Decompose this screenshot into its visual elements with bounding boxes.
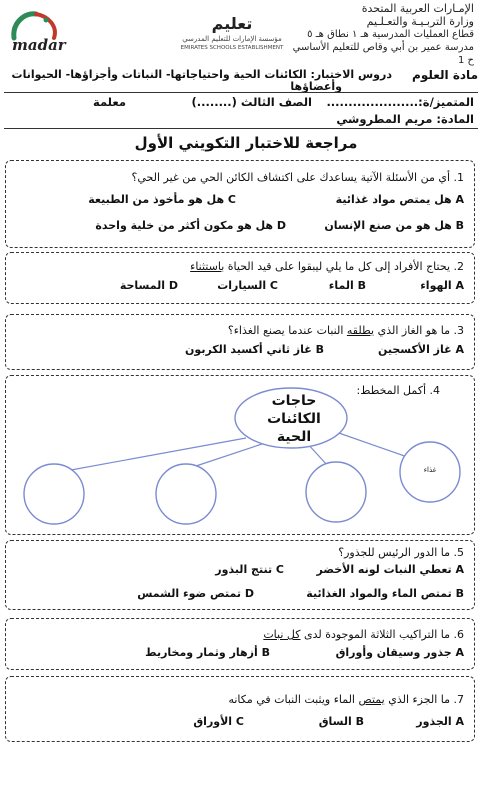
q5-option-c[interactable]: C تنتج البذور (215, 563, 284, 576)
q5-option-b[interactable]: B تمتص الماء والمواد الغذائية (306, 587, 464, 600)
lessons-continued: وأعضاؤها (290, 80, 342, 93)
question-2-keyword: باستثناء (190, 260, 225, 273)
question-6-text-main: 6. ما التراكيب الثلاثة الموجودة لدى (303, 628, 464, 641)
connector-line (60, 438, 246, 472)
needs-diagram (6, 376, 472, 532)
question-6-box (5, 618, 475, 670)
establishment-caption-en: EMIRATES SCHOOLS ESTABLISHMENT (180, 45, 284, 51)
establishment-logo-mark: تعليم (211, 14, 253, 33)
q1-option-d[interactable]: D هل هو مكون أكثر من خلية واحدة (95, 219, 286, 232)
page-title: مراجعة للاختبار التكويني الأول (134, 134, 358, 152)
question-6-text (263, 628, 464, 641)
question-3-text (228, 324, 464, 337)
q5-option-a[interactable]: A تعطي النبات لونه الأخضر (316, 563, 464, 576)
q2-option-a[interactable]: A الهواء (420, 279, 464, 292)
info-bottom-line (4, 128, 478, 129)
q5-option-d[interactable]: D تمتص ضوء الشمس (137, 587, 254, 600)
header-line-sector: قطاع العمليات المدرسية هـ ١ نطاق هـ ٥ (307, 29, 474, 40)
q1-option-a[interactable]: A هل يمتص مواد غذائية (335, 193, 464, 206)
lessons-label: دروس الاختبار: الكائنات الحية واحتياجاتها- النباتات وأجزاؤها- الحيوانات (11, 68, 392, 81)
question-1-box (5, 160, 475, 248)
question-7-text (228, 693, 464, 706)
question-7-text-start: 7. ما الجزء الذي (388, 693, 464, 706)
question-3-text-end: النبات عندما يصنع الغذاء؟ (227, 324, 344, 337)
question-5-text: 5. ما الدور الرئيس للجذور؟ (338, 546, 464, 559)
q2-option-d[interactable]: D المساحة (119, 279, 178, 292)
diagram-food-label: غذاء (423, 466, 437, 474)
question-5-box (5, 540, 475, 610)
question-4-text: 4. أكمل المخطط: (356, 384, 440, 397)
header-line-ministry: وزارة التربـيـة والتعـلـيم (366, 15, 474, 28)
answer-circle-3[interactable] (306, 462, 366, 522)
answer-circle-2[interactable] (156, 464, 216, 524)
question-3-box (5, 314, 475, 370)
subject-label: مادة العلوم (412, 68, 478, 82)
establishment-caption-ar: مؤسسة الإمارات للتعليم المدرسي (182, 35, 282, 43)
student-name-field: المتميز/ة:..................... (326, 95, 474, 109)
header-line-country: الإمـارات العربية المتحدة (361, 2, 474, 15)
question-7-box (5, 676, 475, 742)
question-7-keyword: يمتص (358, 693, 385, 706)
question-2-text-main: 2. يحتاج الأفراد إلى كل ما يلي ليبقوا على قيد الحياة (227, 260, 464, 273)
q6-option-a[interactable]: A جذور وسيقان وأوراق (335, 646, 464, 659)
q7-option-a[interactable]: A الجذور (416, 715, 464, 728)
q3-option-a[interactable]: A غاز الأكسجين (377, 343, 464, 356)
q3-option-b[interactable]: B غاز ثاني أكسيد الكربون (185, 343, 324, 356)
teacher-name: المادة: مريم المطروشي (336, 112, 474, 126)
madar-logo (6, 8, 64, 56)
question-1-text: 1. أي من الأسئلة الآتية يساعدك على اكتشاف الكائن الحي من غير الحي؟ (131, 171, 464, 184)
grade-field: الصف الثالث (........) (191, 95, 312, 109)
question-6-keyword: كل نبات (263, 628, 301, 641)
header-line-cycle: ح 1 (457, 55, 474, 66)
header-line-school: مدرسة عمير بن أبي وقاص للتعليم الأساسي (292, 42, 474, 53)
q2-option-b[interactable]: B الماء (328, 279, 366, 292)
q2-option-c[interactable]: C السيارات (217, 279, 278, 292)
madar-logo-text: madar (12, 36, 66, 54)
q1-option-b[interactable]: B هل هو من صنع الإنسان (324, 219, 464, 232)
question-2-text (190, 260, 464, 273)
question-3-text-start: 3. ما هو الغاز الذي (377, 324, 464, 337)
question-4-box (5, 375, 475, 535)
q1-option-c[interactable]: C هل هو مأخوذ من الطبيعة (88, 193, 236, 206)
establishment-logo (176, 8, 288, 60)
question-7-text-end: الماء ويثبت النبات في مكانه (228, 693, 355, 706)
answer-circle-1[interactable] (24, 464, 84, 524)
teacher-label: معلمة (93, 95, 126, 109)
question-2-box (5, 252, 475, 304)
diagram-center-label: حاجات الكائنات الحية (267, 393, 321, 445)
question-3-keyword: يطلقه (346, 324, 375, 337)
q6-option-b[interactable]: B أزهار وثمار ومخاريط (145, 646, 270, 659)
q7-option-b[interactable]: B الساق (318, 715, 364, 728)
info-top-line (4, 92, 478, 93)
q7-option-c[interactable]: C الأوراق (193, 715, 244, 728)
